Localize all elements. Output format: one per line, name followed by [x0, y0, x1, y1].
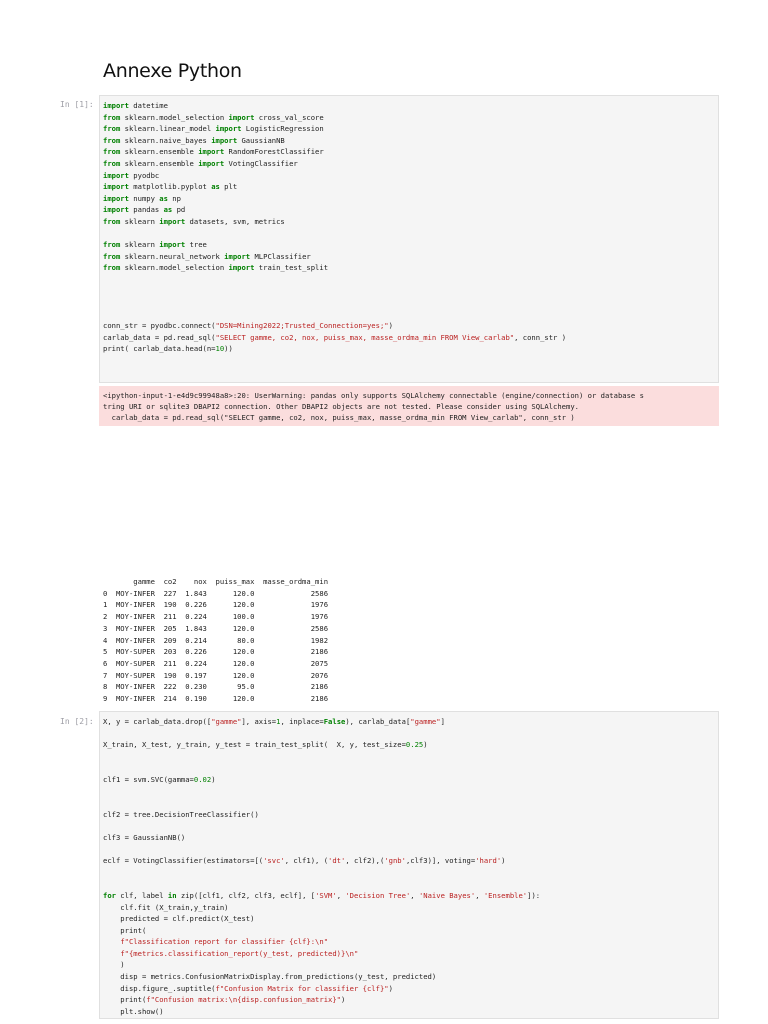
code1-line: [103, 158, 566, 170]
code2-token: in: [167, 890, 177, 900]
code2-token: zip([clf1, clf2, clf3, eclf], [: [176, 890, 316, 900]
code2-token: "gamme": [211, 717, 242, 726]
code1-token: sklearn.ensemble: [120, 158, 199, 168]
code1-token: import: [198, 158, 225, 168]
code2-line: [103, 751, 540, 763]
code1-token: tree: [185, 240, 207, 250]
code2-token: print(: [103, 995, 147, 1005]
code1-token: "SELECT gamme, co2, nox, puiss_max, masse_ordma_min FROM View_carlab": [215, 332, 515, 342]
code1-token: sklearn.linear_model: [120, 124, 216, 134]
code2-line: [103, 786, 540, 798]
code1-line: [103, 193, 566, 205]
code1-line: [103, 170, 566, 182]
code1-line: [103, 332, 566, 344]
code1-token: sklearn: [120, 240, 160, 250]
code2-token: 'Naive Bayes': [418, 890, 476, 900]
code1-line: [103, 239, 566, 251]
code2-token: X, y = carlab_data.drop([: [103, 717, 212, 726]
code1-token: as: [159, 193, 168, 203]
code2-line: [103, 820, 540, 832]
code2-line: [103, 878, 540, 890]
code1-token: import: [159, 216, 186, 226]
code2-token: clf.fit (X_train,y_train): [103, 902, 229, 912]
code1-token: matplotlib.pyplot: [128, 182, 212, 192]
code1-line: [103, 262, 566, 274]
code2-token: plt.show(): [103, 1006, 164, 1016]
dataframe-line: 2 MOY-INFER 211 0.224 100.0 1976: [103, 612, 329, 622]
code2-token: ): [388, 983, 393, 993]
warning-line: tring URI or sqlite3 DBAPI2 connection. Other DBAPI2 objects are not tested. Please consider using SQLAlchemy.: [103, 402, 579, 411]
code1-token: datasets, svm, metrics: [185, 216, 285, 226]
code1-token: import: [215, 124, 242, 134]
code1-token: ): [388, 321, 393, 331]
code2-token: 0.25: [405, 740, 424, 750]
code1-token: train_test_split: [254, 263, 329, 273]
code2-token: ): [501, 856, 506, 866]
code1-token: sklearn.neural_network: [120, 251, 225, 261]
code2-token: False: [323, 717, 346, 726]
code1-token: sklearn.model_selection: [120, 263, 229, 273]
code1-token: sklearn: [120, 216, 160, 226]
code2-token: 'hard': [475, 856, 502, 866]
code1-token: pyodbc: [128, 170, 160, 180]
code2-token: ): [103, 960, 125, 970]
code2-token: [103, 949, 120, 958]
code1-token: 10: [215, 344, 225, 354]
code1-line: [103, 112, 566, 124]
dataframe-line: 9 MOY-INFER 214 0.190 120.0 2186: [103, 694, 329, 704]
code1-token: GaussianNB: [237, 135, 285, 145]
code1-line: [103, 228, 566, 240]
code2-token: ,: [475, 890, 484, 900]
code1-token: import: [228, 263, 255, 273]
code1-token: from: [103, 251, 121, 261]
code2-token: ): [341, 995, 346, 1005]
dataframe-line: 5 MOY-SUPER 203 0.226 120.0 2186: [103, 647, 329, 657]
code2-token: 'Decision Tree': [345, 890, 411, 900]
code2-token: ): [423, 740, 428, 750]
code2-token: disp = metrics.ConfusionMatrixDisplay.from_predictions(y_test, predicted): [103, 972, 437, 982]
dataframe-line: 0 MOY-INFER 227 1.843 120.0 2586: [103, 588, 329, 598]
code1-token: cross_val_score: [254, 112, 324, 122]
dataframe-line: gamme co2 nox puiss_max masse_ordma_min: [103, 577, 329, 586]
code1-line: [103, 274, 566, 286]
code1-token: from: [103, 263, 121, 273]
code2-token: disp.figure_.suptitle(: [103, 983, 216, 993]
code1-token: )): [224, 344, 233, 354]
dataframe-line: 3 MOY-INFER 205 1.843 120.0 2586: [103, 623, 329, 633]
code1-token: sklearn.naive_bayes: [120, 135, 212, 145]
code2-token: 0.02: [193, 774, 212, 784]
code1-token: pd: [172, 205, 186, 215]
code2-token: ], axis=: [241, 717, 277, 726]
code1-token: from: [103, 147, 121, 157]
dataframe-line: 8 MOY-INFER 222 0.230 95.0 2186: [103, 682, 329, 692]
code2-token: , clf1), (: [284, 856, 329, 866]
code1-line: [103, 123, 566, 135]
dataframe-line: 4 MOY-INFER 209 0.214 80.0 1982: [103, 635, 329, 645]
code1-token: plt: [219, 182, 238, 192]
code1-token: import: [224, 251, 251, 261]
code1-line: [103, 286, 566, 298]
code2-token: clf2 = tree.DecisionTreeClassifier(): [103, 809, 259, 819]
code1-token: , conn_str ): [514, 332, 567, 342]
code2-token: ), carlab_data[: [345, 717, 411, 726]
code2-token: ,: [336, 890, 346, 900]
code2-line: [103, 1006, 540, 1018]
code2-token: 'Ensemble': [483, 890, 528, 900]
code2-token: [103, 937, 120, 946]
code2-token: eclf = VotingClassifier(estimators=[(: [103, 856, 264, 866]
code2-token: 'svc': [263, 856, 285, 866]
code1-token: from: [103, 135, 121, 145]
code2-line: [103, 948, 540, 960]
code1-token: from: [103, 216, 121, 226]
code1-token: import: [103, 193, 129, 203]
code1-line: [103, 343, 566, 355]
code2-token: f"{metrics.classification_report(y_test, predicted)}\n": [120, 948, 359, 958]
code2-token: 1: [276, 717, 281, 726]
code2-line: [103, 890, 540, 902]
code2-token: ,clf3)], voting=: [405, 856, 476, 866]
code2-token: clf3 = GaussianNB(): [103, 832, 186, 842]
code1-token: VotingClassifier: [224, 158, 298, 168]
code1-line: [103, 204, 566, 216]
code2-token: f"Classification report for classifier {clf}:\n": [120, 937, 329, 947]
code1-line: [103, 320, 566, 332]
code1-token: datetime: [128, 101, 168, 110]
code1-line: [103, 181, 566, 193]
page-title: Annexe Python: [103, 60, 242, 82]
code1-token: from: [103, 158, 121, 168]
dataframe-line: 6 MOY-SUPER 211 0.224 120.0 2075: [103, 658, 329, 668]
code2-line: [103, 936, 540, 948]
code1-token: import: [103, 205, 129, 215]
code2-token: clf, label: [115, 890, 168, 900]
code2-token: ): [211, 774, 216, 784]
code2-token: ]: [440, 717, 445, 726]
code1-token: import: [103, 170, 129, 180]
code1-token: print( carlab_data.head(n=: [103, 344, 216, 354]
code2-line: [103, 832, 540, 844]
code2-token: for: [103, 890, 116, 900]
cell2-prompt: In [2]:: [60, 717, 94, 726]
code2-line: [103, 959, 540, 971]
code1-token: from: [103, 240, 121, 250]
code2-token: predicted = clf.predict(X_test): [103, 914, 255, 924]
code2-line: [103, 994, 540, 1006]
code2-token: clf1 = svm.SVC(gamma=: [103, 774, 194, 784]
warning-text: [99, 386, 719, 423]
code1-line: [103, 100, 566, 112]
code1-token: from: [103, 112, 121, 122]
code1-token: import: [159, 240, 186, 250]
code1-token: conn_str = pyodbc.connect(: [103, 321, 216, 331]
dataframe-line: 1 MOY-INFER 190 0.226 120.0 1976: [103, 600, 329, 610]
cell1-prompt: In [1]:: [60, 100, 94, 109]
code1-token: sklearn.ensemble: [120, 147, 199, 157]
code1-token: pandas: [128, 205, 164, 215]
code1-token: import: [103, 101, 129, 110]
code2-line: [103, 971, 540, 983]
code-cell-1-source[interactable]: [103, 100, 566, 355]
code1-token: LogisticRegression: [241, 124, 324, 134]
code1-line: [103, 309, 566, 321]
code1-token: np: [167, 193, 181, 203]
code2-line: [103, 902, 540, 914]
code2-line: [103, 855, 540, 867]
code2-line: [103, 728, 540, 740]
code1-token: import: [211, 135, 238, 145]
code2-token: 'gnb': [384, 856, 406, 866]
code1-token: as: [211, 182, 220, 192]
code2-token: print(: [103, 925, 147, 935]
code1-line: [103, 135, 566, 147]
code2-line: [103, 983, 540, 995]
code1-token: sklearn.model_selection: [120, 112, 229, 122]
code1-token: MLPClassifier: [250, 251, 311, 261]
code1-line: [103, 251, 566, 263]
code2-line: [103, 774, 540, 786]
code2-line: [103, 925, 540, 937]
code2-token: f"Confusion matrix:\n{disp.confusion_matrix}": [146, 995, 342, 1005]
code1-token: "DSN=Mining2022;Trusted_Connection=yes;": [215, 321, 389, 331]
code1-line: [103, 297, 566, 309]
code1-token: as: [163, 205, 173, 215]
dataframe-output: [103, 576, 359, 705]
code-cell-2-source[interactable]: [103, 716, 540, 1017]
warning-line: <ipython-input-1-e4d9c99948a8>:20: UserWarning: pandas only supports SQLAlchemy connectable (engine/connection) or database s: [103, 391, 644, 400]
code1-token: import: [228, 112, 255, 122]
code2-line: [103, 867, 540, 879]
code2-token: ,: [410, 890, 419, 900]
code2-token: f"Confusion Matrix for classifier {clf}": [215, 983, 389, 993]
code2-token: ]):: [527, 890, 541, 900]
code2-line: [103, 913, 540, 925]
code2-token: X_train, X_test, y_train, y_test = train_test_split( X, y, test_size=: [103, 740, 406, 750]
code2-token: , inplace=: [280, 717, 324, 726]
code2-line: [103, 739, 540, 751]
code1-token: import: [103, 182, 129, 192]
code2-line: [103, 844, 540, 856]
code2-line: [103, 809, 540, 821]
code2-token: "gamme": [410, 717, 441, 726]
code2-line: [103, 797, 540, 809]
code2-line: [103, 762, 540, 774]
code1-token: from: [103, 124, 121, 134]
code2-line: [103, 716, 540, 728]
code2-token: 'SVM': [315, 890, 337, 900]
warning-line: carlab_data = pd.read_sql("SELECT gamme, co2, nox, puiss_max, masse_ordma_min FROM View_carlab", conn_str ): [103, 413, 575, 422]
code1-token: numpy: [128, 193, 160, 203]
dataframe-line: 7 MOY-SUPER 190 0.197 120.0 2076: [103, 670, 329, 680]
code1-line: [103, 216, 566, 228]
code1-token: RandomForestClassifier: [224, 147, 324, 157]
code2-token: , clf2),(: [345, 856, 385, 866]
code1-token: import: [198, 147, 225, 157]
code1-token: carlab_data = pd.read_sql(: [103, 332, 216, 342]
code2-token: 'dt': [328, 856, 346, 866]
warning-output: [99, 386, 719, 426]
code1-line: [103, 146, 566, 158]
